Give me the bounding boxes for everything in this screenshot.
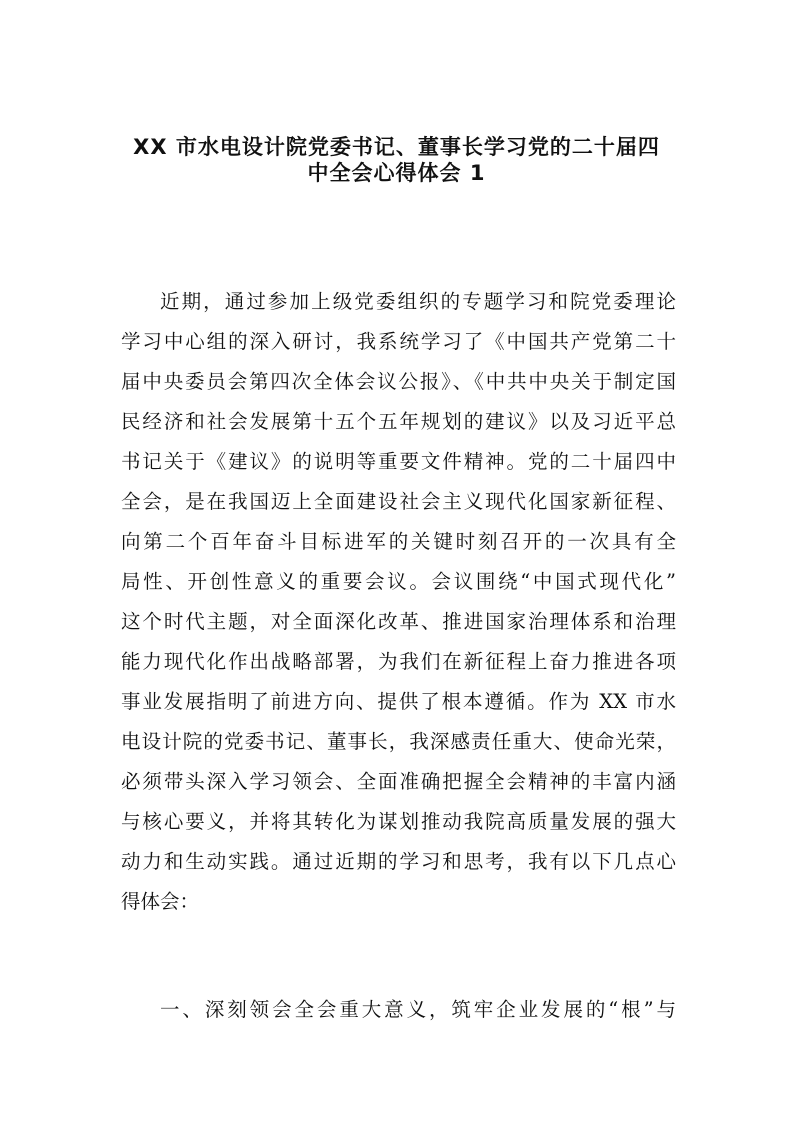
paragraph-line: 向第二个百年奋斗目标进军的关键时刻召开的一次具有全 bbox=[121, 530, 676, 553]
paragraph-line: 必须带头深入学习领会、全面准确把握全会精神的丰富内涵 bbox=[121, 770, 676, 793]
paragraph-line: 能力现代化作出战略部署，为我们在新征程上奋力推进各项 bbox=[121, 650, 676, 673]
paragraph-line: 得体会： bbox=[121, 890, 200, 913]
paragraph-line: 书记关于《建议》的说明等重要文件精神。党的二十届四中 bbox=[121, 450, 676, 473]
paragraph-line: 局性、开创性意义的重要会议。会议围绕“中国式现代化” bbox=[121, 570, 676, 593]
document-title-line-2: 中全会心得体会 1 bbox=[307, 161, 486, 185]
paragraph-line: 届中央委员会第四次全体会议公报》、《中共中央关于制定国 bbox=[121, 370, 676, 393]
paragraph-line: 学习中心组的深入研讨，我系统学习了《中国共产党第二十 bbox=[121, 330, 676, 353]
document-title-line-1: XX 市水电设计院党委书记、董事长学习党的二十届四 bbox=[133, 135, 660, 159]
paragraph-line: 近期，通过参加上级党委组织的专题学习和院党委理论 bbox=[160, 290, 676, 313]
paragraph-line: 与核心要义，并将其转化为谋划推动我院高质量发展的强大 bbox=[121, 810, 676, 833]
paragraph-line: 动力和生动实践。通过近期的学习和思考，我有以下几点心 bbox=[121, 850, 676, 873]
section-heading: 一、深刻领会全会重大意义，筑牢企业发展的“根”与 bbox=[160, 998, 676, 1021]
paragraph-line: 电设计院的党委书记、董事长，我深感责任重大、使命光荣， bbox=[121, 730, 676, 753]
paragraph-line: 全会，是在我国迈上全面建设社会主义现代化国家新征程、 bbox=[121, 490, 676, 513]
paragraph-line: 这个时代主题，对全面深化改革、推进国家治理体系和治理 bbox=[121, 610, 676, 633]
paragraph-line: 民经济和社会发展第十五个五年规划的建议》以及习近平总 bbox=[121, 410, 676, 433]
paragraph-line: 事业发展指明了前进方向、提供了根本遵循。作为 XX 市水 bbox=[121, 690, 676, 713]
